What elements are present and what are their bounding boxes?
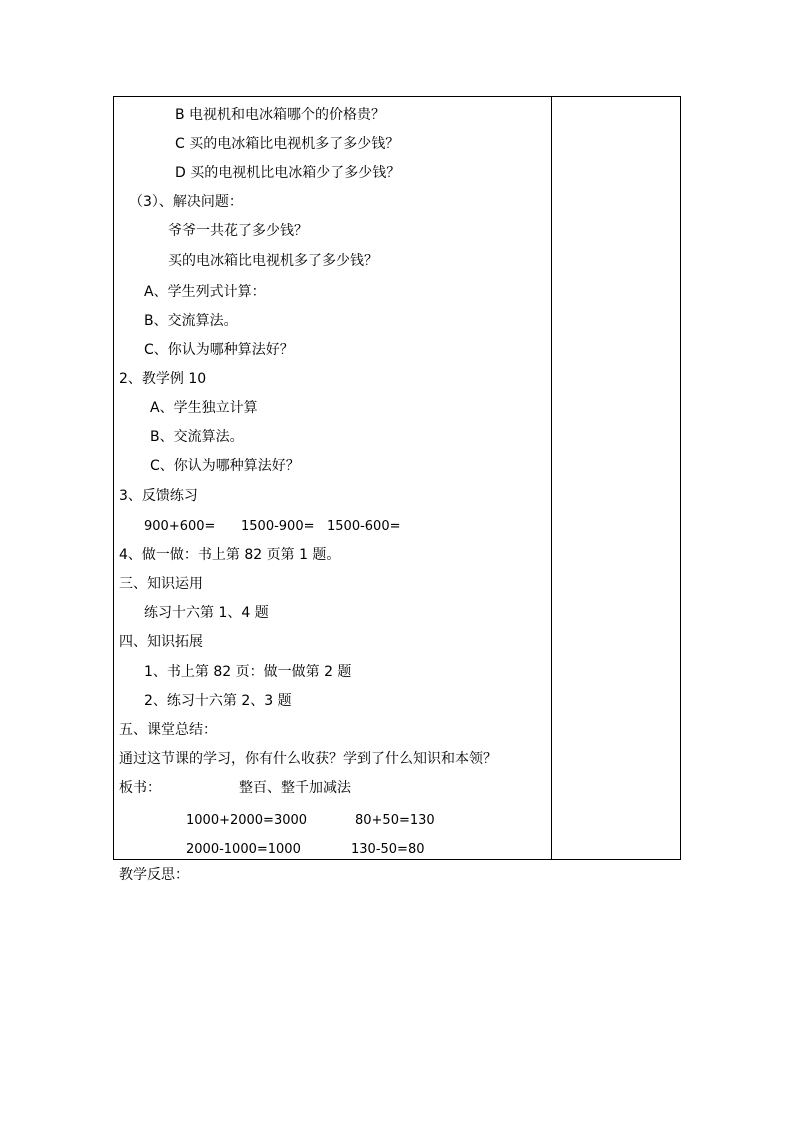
board-title: 整百、整千加减法 [239,780,351,796]
teaching-reflection-label: 教学反思： [119,867,189,883]
calc-3: 1500-600= [327,519,401,534]
example-10-heading: 2、教学例 10 [119,371,207,387]
calc-2: 1500-900= [241,519,315,534]
board-equation-2: 80+50=130 [355,813,435,828]
apply-heading: 三、知识运用 [119,576,203,592]
question-c: C 买的电冰箱比电视机多了多少钱？ [175,136,400,152]
example-activity-b: B、交流算法。 [150,429,244,445]
summary-heading: 五、课堂总结： [119,722,217,738]
problem-ask-1: 爷爷一共花了多少钱？ [168,223,308,239]
table-column-divider [551,96,552,860]
extend-item-1: 1、书上第 82 页：做一做第 2 题 [144,664,352,680]
summary-question: 通过这节课的学习，你有什么收获？学到了什么知识和本领？ [119,751,497,767]
step-3-heading: （3）、解决问题： [129,194,243,210]
activity-a: A、学生列式计算： [144,284,266,300]
feedback-heading: 3、反馈练习 [119,488,198,504]
apply-item: 练习十六第 1、4 题 [144,605,269,621]
board-label: 板书： [119,780,161,796]
calc-1: 900+600= [144,519,216,534]
example-activity-a: A、学生独立计算 [150,400,258,416]
activity-c: C、你认为哪种算法好？ [144,342,294,358]
example-activity-c: C、你认为哪种算法好？ [150,458,300,474]
board-equation-3: 2000-1000=1000 [186,842,301,857]
extend-item-2: 2、练习十六第 2、3 题 [144,693,292,709]
question-d: D 买的电视机比电冰箱少了多少钱？ [175,165,401,181]
question-b: B 电视机和电冰箱哪个的价格贵？ [175,107,386,123]
board-equation-4: 130-50=80 [351,842,425,857]
activity-b: B、交流算法。 [144,313,238,329]
extend-heading: 四、知识拓展 [119,634,203,650]
do-it-item: 4、做一做：书上第 82 页第 1 题。 [119,547,341,563]
board-equation-1: 1000+2000=3000 [186,813,308,828]
problem-ask-2: 买的电冰箱比电视机多了多少钱？ [168,253,378,269]
